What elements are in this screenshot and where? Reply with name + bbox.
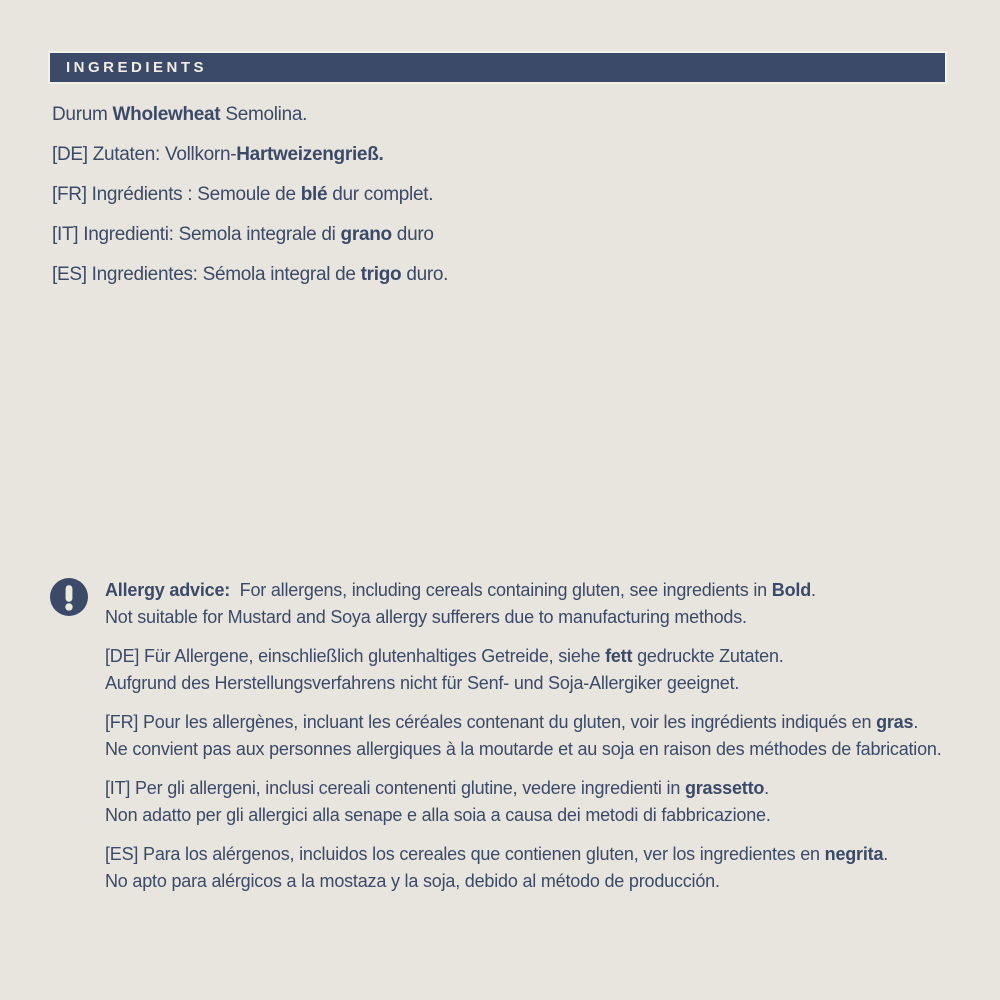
text: For allergens, including cereals containing gluten, see ingredients in: [230, 580, 772, 600]
exclamation-circle-icon: [50, 578, 88, 616]
bold-text: blé: [300, 184, 328, 205]
allergy-line: [105, 841, 965, 868]
text: [IT] Per gli allergeni, inclusi cereali contenenti glutine, vedere ingredienti in: [105, 778, 685, 798]
text: [FR] Ingrédients : Semoule de: [52, 184, 301, 205]
text: Aufgrund des Herstellungsverfahrens nicht für Senf- und Soja-Allergiker geeignet.: [105, 673, 740, 693]
text: Semolina.: [220, 104, 308, 125]
text: Non adatto per gli allergici alla senape e alla soia a causa dei metodi di fabbricazione.: [105, 805, 771, 825]
bold-text: negrita: [824, 844, 884, 864]
bold-text: trigo: [360, 264, 402, 285]
allergy-line: [105, 709, 965, 736]
ingredient-line: [52, 104, 932, 125]
text: [DE] Für Allergene, einschließlich glutenhaltiges Getreide, siehe: [105, 646, 606, 666]
text: .: [811, 580, 816, 600]
bold-text: Bold: [771, 580, 811, 600]
ingredient-line: [52, 184, 932, 205]
text: dur complet.: [327, 184, 434, 205]
allergy-line: [105, 577, 965, 604]
bold-text: Hartweizengrieß.: [236, 144, 384, 165]
allergy-paragraph: [105, 643, 965, 697]
text: gedruckte Zutaten.: [632, 646, 784, 666]
text: .: [764, 778, 769, 798]
text: [FR] Pour les allergènes, incluant les céréales contenant du gluten, voir les ingrédients indiqués en: [105, 712, 877, 732]
allergy-line: [105, 643, 965, 670]
text: [IT] Ingredienti: Semola integrale di: [52, 224, 341, 245]
text: .: [883, 844, 889, 864]
text: Ne convient pas aux personnes allergiques à la moutarde et au soja en raison des méthodes de fabrication.: [105, 739, 942, 759]
bold-text: fett: [605, 646, 633, 666]
bold-text: Wholewheat: [112, 104, 221, 125]
text: .: [913, 712, 919, 732]
allergy-paragraph: [105, 841, 965, 895]
text: Not suitable for Mustard and Soya allergy sufferers due to manufacturing methods.: [105, 607, 747, 627]
text: No apto para alérgicos a la mostaza y la soja, debido al método de producción.: [105, 871, 720, 891]
ingredient-line: [52, 224, 932, 245]
text: duro.: [401, 264, 449, 285]
allergy-paragraph: [105, 709, 965, 763]
text: [DE] Zutaten: Vollkorn-: [52, 144, 237, 165]
allergy-line: [105, 775, 965, 802]
allergy-line: [105, 868, 965, 895]
ingredients-list: [52, 104, 932, 304]
text: Durum: [52, 104, 113, 125]
bold-text: Allergy advice:: [105, 580, 231, 600]
text: [ES] Ingredientes: Sémola integral de: [52, 264, 361, 285]
ingredient-line: [52, 264, 932, 285]
ingredients-header-title: INGREDIENTS: [66, 59, 208, 76]
allergy-paragraph: [105, 577, 965, 631]
text: duro: [391, 224, 434, 245]
bold-text: gras: [876, 712, 914, 732]
bold-text: grano: [340, 224, 392, 245]
allergy-line: [105, 670, 965, 697]
allergy-text: [105, 577, 965, 907]
allergy-line: [105, 604, 965, 631]
ingredient-line: [52, 144, 932, 165]
text: [ES] Para los alérgenos, incluidos los cereales que contienen gluten, ver los ingredientes en: [105, 844, 825, 864]
allergy-paragraph: [105, 775, 965, 829]
allergy-line: [105, 802, 965, 829]
bold-text: grassetto: [684, 778, 765, 798]
ingredients-header-bar: [50, 53, 945, 82]
allergy-line: [105, 736, 965, 763]
